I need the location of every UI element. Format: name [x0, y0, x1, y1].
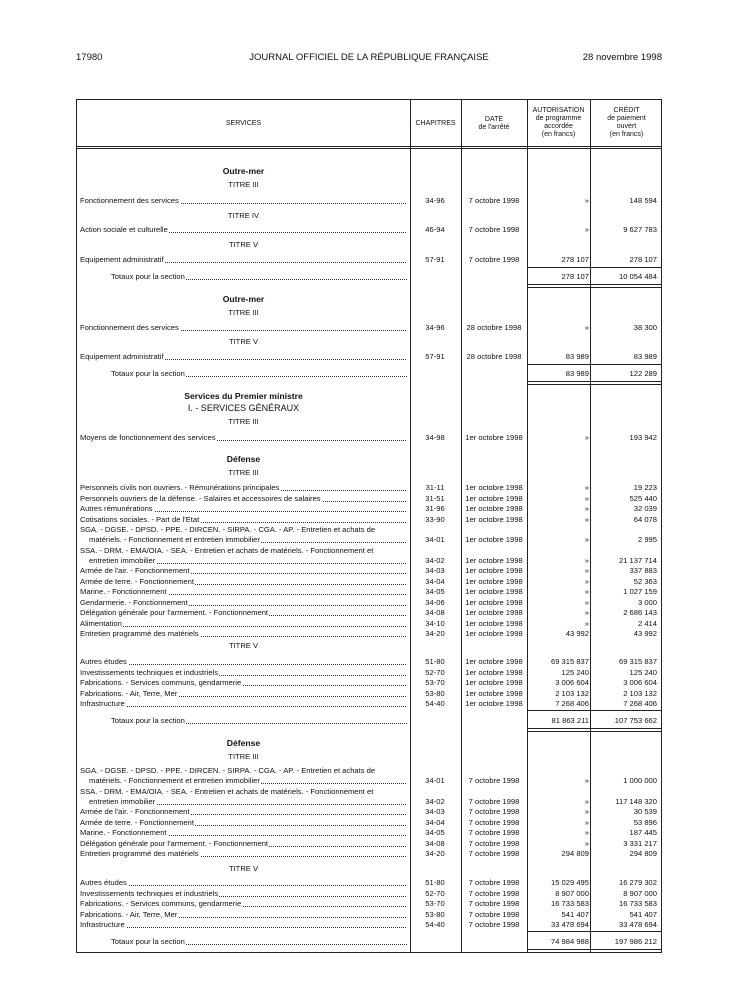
table-row	[77, 577, 663, 587]
row-date: 1er octobre 1998	[465, 629, 523, 638]
row-date: 7 octobre 1998	[468, 849, 520, 858]
table-row	[77, 323, 663, 333]
row-chapitre: 34-03	[425, 566, 445, 575]
row-label-first-line: SGA. - DGSE. - DPSD. - PPE. - DIRCEN. - SIRPA. - CGA. - AP. - Entretien et achats de	[80, 766, 376, 775]
table-row	[77, 515, 663, 525]
row-credit: 16 733 583	[618, 899, 657, 908]
row-date: 7 octobre 1998	[468, 817, 520, 827]
row-date: 1er octobre 1998	[465, 699, 523, 708]
row-label: Autres études	[80, 878, 406, 888]
row-date: 1er octobre 1998	[465, 493, 523, 503]
row-autorisation: »	[584, 433, 589, 442]
row-date: 1er octobre 1998	[465, 514, 523, 524]
row-autorisation: »	[584, 555, 589, 565]
titre-heading: TITRE III	[228, 417, 259, 426]
section-title: Outre-mer	[222, 166, 265, 176]
row-date: 7 octobre 1998	[468, 838, 520, 848]
total-rule	[528, 710, 662, 711]
row-chapitre: 53-70	[425, 899, 445, 908]
row-chapitre: 34-05	[425, 828, 445, 837]
row-credit: 2 686 143	[623, 608, 657, 617]
table-row	[77, 619, 663, 629]
row-autorisation: 294 809	[561, 849, 589, 858]
row-autorisation: 278 107	[561, 255, 589, 264]
row-autorisation: »	[584, 493, 589, 503]
table-row	[77, 839, 663, 849]
row-autorisation: »	[584, 597, 589, 607]
table-row	[77, 920, 663, 930]
total-double-rule	[528, 381, 662, 385]
table-row	[77, 352, 663, 362]
section-title: Services du Premier ministre	[184, 391, 303, 401]
row-credit: 64 078	[633, 514, 657, 524]
total-credit: 10 054 484	[618, 272, 657, 281]
total-credit: 197 986 212	[614, 937, 657, 946]
row-date: 7 octobre 1998	[468, 909, 520, 919]
row-label: Equipement administratif	[80, 255, 406, 265]
row-label: Alimentation	[80, 619, 406, 629]
total-double-rule	[528, 728, 662, 732]
section-total-row	[77, 937, 663, 947]
row-date: 28 octobre 1998	[466, 323, 522, 332]
header-divider	[77, 148, 661, 149]
row-label: Autres rémunérations	[80, 504, 406, 514]
row-chapitre: 34-98	[425, 433, 445, 442]
row-label: entretien immobilier	[89, 797, 406, 807]
row-autorisation: 2 103 132	[555, 688, 589, 698]
table-row	[77, 225, 663, 235]
table-row	[77, 776, 663, 786]
row-credit: 125 240	[629, 667, 657, 677]
row-label: Autres études	[80, 657, 406, 667]
row-chapitre: 34-01	[425, 776, 445, 785]
row-label: Investissements techniques et industriels	[80, 889, 406, 899]
total-label: Totaux pour la section	[111, 716, 407, 726]
row-chapitre: 53-70	[425, 678, 445, 687]
row-credit: 278 107	[629, 255, 657, 264]
row-credit: 30 539	[633, 807, 657, 816]
section-subtitle: I. - SERVICES GÉNÉRAUX	[187, 403, 300, 413]
row-credit: 38 300	[633, 323, 657, 332]
row-autorisation: 43 992	[565, 629, 589, 638]
table-row	[77, 657, 663, 667]
table-row	[77, 433, 663, 443]
row-date: 7 octobre 1998	[468, 255, 520, 264]
row-credit: 19 223	[633, 483, 657, 492]
row-date: 1er octobre 1998	[465, 657, 523, 666]
total-autorisation: 81 863 211	[551, 716, 589, 725]
table-row	[77, 196, 663, 206]
row-chapitre: 53-80	[425, 688, 445, 698]
total-label: Totaux pour la section	[111, 937, 407, 947]
row-chapitre: 52-70	[425, 888, 445, 898]
titre-heading: TITRE V	[228, 864, 259, 873]
row-label: Entretien programmé des matériels	[80, 629, 406, 639]
row-date: 7 octobre 1998	[468, 796, 520, 806]
section-total-row	[77, 716, 663, 726]
total-double-rule	[528, 949, 662, 953]
col-header-date-line: DATE	[484, 116, 504, 123]
row-autorisation: »	[584, 608, 589, 617]
row-chapitre: 57-91	[425, 255, 445, 264]
titre-heading: TITRE III	[228, 180, 259, 189]
row-label: Armée de l'air. - Fonctionnement	[80, 566, 406, 576]
row-date: 1er octobre 1998	[465, 555, 523, 565]
row-label: Armée de terre. - Fonctionnement	[80, 577, 406, 587]
row-chapitre: 34-08	[425, 608, 445, 617]
row-credit: 52 363	[633, 576, 657, 586]
row-credit: 2 414	[637, 618, 657, 628]
row-chapitre: 31-51	[425, 493, 445, 503]
row-credit: 16 279 302	[618, 878, 657, 887]
row-label: Fabrications. - Air, Terre, Mer	[80, 910, 406, 920]
table-row	[77, 587, 663, 597]
row-autorisation: 3 006 604	[555, 678, 589, 687]
row-chapitre: 34-06	[425, 597, 445, 607]
row-label: Délégation générale pour l'armement. - Fonctionnement	[80, 608, 406, 618]
row-label: matériels. - Fonctionnement et entretien immobilier	[89, 535, 406, 545]
row-autorisation: 8 907 000	[555, 888, 589, 898]
row-autorisation: 7 268 406	[555, 699, 589, 708]
row-chapitre: 52-70	[425, 667, 445, 677]
row-autorisation: 15 029 495	[550, 878, 589, 887]
table-row	[77, 849, 663, 859]
row-chapitre: 54-40	[425, 699, 445, 708]
row-label: Fabrications. - Services communs, gendarmerie	[80, 678, 406, 688]
row-label: Marine. - Fonctionnement	[80, 828, 406, 838]
row-date: 7 octobre 1998	[468, 920, 520, 929]
row-label: Action sociale et culturelle	[80, 225, 406, 235]
section-title: Outre-mer	[222, 294, 265, 304]
col-header-date	[461, 116, 527, 132]
row-autorisation: 83 989	[565, 352, 589, 361]
col-header-credit	[590, 107, 663, 139]
row-label: entretien immobilier	[89, 556, 406, 566]
row-autorisation: »	[584, 323, 589, 332]
row-credit: 8 907 000	[623, 888, 657, 898]
row-credit: 1 027 159	[623, 587, 657, 596]
row-credit: 33 478 694	[618, 920, 657, 929]
journal-title: JOURNAL OFFICIEL DE LA RÉPUBLIQUE FRANÇAISE	[249, 52, 489, 63]
table-row	[77, 535, 663, 545]
row-credit: 69 315 837	[618, 657, 657, 666]
total-label: Totaux pour la section	[111, 369, 407, 379]
row-autorisation: 69 315 837	[550, 657, 589, 666]
total-rule	[528, 931, 662, 932]
row-label: Investissements techniques et industriels	[80, 668, 406, 678]
row-date: 7 octobre 1998	[468, 196, 520, 205]
row-autorisation: »	[584, 196, 589, 205]
row-autorisation: »	[584, 587, 589, 596]
row-chapitre: 34-20	[425, 849, 445, 858]
row-date: 28 octobre 1998	[466, 352, 522, 361]
row-credit: 193 942	[629, 433, 657, 442]
row-date: 1er octobre 1998	[465, 483, 523, 492]
row-autorisation: 16 733 583	[550, 899, 589, 908]
row-date: 1er octobre 1998	[465, 608, 523, 617]
row-label: matériels. - Fonctionnement et entretien immobilier	[89, 776, 406, 786]
table-row	[77, 598, 663, 608]
row-autorisation: 33 478 694	[550, 920, 589, 929]
row-credit: 525 440	[629, 493, 657, 503]
table-row	[77, 807, 663, 817]
row-chapitre: 57-91	[425, 352, 445, 361]
row-label-first-line: SGA. - DGSE. - DPSD. - PPE. - DIRCEN. - SIRPA. - CGA. - AP. - Entretien et achats de	[80, 525, 376, 534]
page-number: 17980	[76, 52, 103, 63]
col-header-cp-line: de paiement	[607, 115, 646, 122]
row-date: 1er octobre 1998	[465, 618, 523, 628]
col-header-date-line: de l'arrêté	[478, 124, 510, 131]
row-credit: 9 627 783	[623, 225, 657, 234]
row-date: 7 octobre 1998	[468, 888, 520, 898]
row-chapitre: 33-90	[425, 514, 445, 524]
row-credit: 2 995	[637, 535, 657, 544]
row-date: 1er octobre 1998	[465, 576, 523, 586]
total-autorisation: 83 989	[565, 369, 589, 378]
table-row	[77, 629, 663, 639]
row-date: 7 octobre 1998	[468, 776, 520, 785]
row-chapitre: 31-11	[425, 483, 445, 492]
row-credit: 7 268 406	[623, 699, 657, 708]
row-label: Délégation générale pour l'armement. - Fonctionnement	[80, 839, 406, 849]
row-autorisation: »	[584, 576, 589, 586]
row-credit: 53 896	[633, 817, 657, 827]
total-rule	[528, 267, 662, 268]
row-date: 7 octobre 1998	[468, 225, 520, 234]
row-credit: 187 445	[629, 828, 657, 837]
col-header-ap-line: de programme	[535, 115, 582, 122]
row-label-first-line: SSA. - DRM. - EMA/OIA. - SEA. - Entretien et achats de matériels. - Fonctionnement et	[80, 545, 374, 555]
table-row	[77, 878, 663, 888]
row-label: Personnels ouvriers de la défense. - Salaires et accessoires de salaires	[80, 494, 406, 504]
row-date: 1er octobre 1998	[465, 587, 523, 596]
titre-heading: TITRE V	[228, 337, 259, 346]
row-credit: 3 331 217	[623, 838, 657, 848]
row-label: Personnels civils non ouvriers. - Rémunérations principales	[80, 483, 406, 493]
row-autorisation: »	[584, 483, 589, 492]
row-date: 7 octobre 1998	[468, 807, 520, 816]
table-row	[77, 699, 663, 709]
table-row	[77, 566, 663, 576]
titre-heading: TITRE IV	[227, 211, 260, 220]
section-title: Défense	[226, 454, 261, 464]
row-label: Armée de terre. - Fonctionnement	[80, 818, 406, 828]
total-autorisation: 278 107	[561, 272, 589, 281]
table-row	[77, 678, 663, 688]
row-autorisation: »	[584, 535, 589, 544]
row-date: 1er octobre 1998	[465, 688, 523, 698]
row-autorisation: 541 407	[561, 909, 589, 919]
section-title: Défense	[226, 738, 261, 748]
col-header-ap-line: (en francs)	[541, 131, 576, 138]
section-total-row	[77, 272, 663, 282]
page-date: 28 novembre 1998	[582, 52, 662, 63]
col-header-ap-line: accordée	[544, 123, 573, 130]
row-chapitre: 34-04	[425, 817, 445, 827]
col-header-cp-line: CRÉDIT	[613, 107, 640, 114]
row-credit: 541 407	[629, 909, 657, 919]
table-row	[77, 899, 663, 909]
row-autorisation: »	[584, 817, 589, 827]
row-chapitre: 51-80	[425, 878, 445, 887]
row-credit: 148 594	[629, 196, 657, 205]
row-date: 1er octobre 1998	[465, 535, 523, 544]
table-row	[77, 818, 663, 828]
row-chapitre: 34-02	[425, 555, 445, 565]
row-label: Fonctionnement des services	[80, 323, 406, 333]
row-autorisation: »	[584, 807, 589, 816]
row-label-first-line: SSA. - DRM. - EMA/OIA. - SEA. - Entretien et achats de matériels. - Fonctionnement et	[80, 786, 374, 796]
row-chapitre: 34-01	[425, 535, 445, 544]
table-row	[77, 910, 663, 920]
table-row	[77, 889, 663, 899]
row-chapitre: 34-04	[425, 576, 445, 586]
row-autorisation: »	[584, 514, 589, 524]
row-date: 7 octobre 1998	[468, 899, 520, 908]
row-credit: 32 039	[633, 504, 657, 513]
row-credit: 3 006 604	[623, 678, 657, 687]
row-credit: 3 000	[637, 597, 657, 607]
row-credit: 294 809	[629, 849, 657, 858]
col-header-autorisation	[527, 107, 590, 139]
row-autorisation: »	[584, 838, 589, 848]
row-label: Entretien programmé des matériels	[80, 849, 406, 859]
total-credit: 107 753 662	[614, 716, 657, 725]
table-row	[77, 797, 663, 807]
row-autorisation: »	[584, 225, 589, 234]
table-row	[77, 494, 663, 504]
total-label: Totaux pour la section	[111, 272, 407, 282]
row-chapitre: 46-94	[425, 225, 445, 234]
row-chapitre: 34-05	[425, 587, 445, 596]
row-autorisation: »	[584, 796, 589, 806]
row-label: Equipement administratif	[80, 352, 406, 362]
row-credit: 43 992	[633, 629, 657, 638]
row-chapitre: 34-02	[425, 796, 445, 806]
titre-heading: TITRE III	[228, 752, 259, 761]
table-row	[77, 668, 663, 678]
row-autorisation: »	[584, 828, 589, 837]
row-chapitre: 34-96	[425, 196, 445, 205]
titre-heading: TITRE III	[228, 468, 259, 477]
titre-heading: TITRE V	[228, 641, 259, 650]
row-credit: 117 148 320	[615, 796, 657, 806]
row-credit: 2 103 132	[623, 688, 657, 698]
row-chapitre: 34-03	[425, 807, 445, 816]
titre-heading: TITRE III	[228, 308, 259, 317]
total-double-rule	[528, 284, 662, 288]
row-chapitre: 34-20	[425, 629, 445, 638]
col-header-services: SERVICES	[225, 120, 262, 127]
header-divider	[77, 146, 661, 147]
table-row	[77, 828, 663, 838]
row-date: 7 octobre 1998	[468, 878, 520, 887]
table-row	[77, 608, 663, 618]
row-chapitre: 34-08	[425, 838, 445, 848]
row-chapitre: 34-96	[425, 323, 445, 332]
total-credit: 122 289	[629, 369, 657, 378]
row-label: Fabrications. - Air, Terre, Mer	[80, 689, 406, 699]
row-label: Armée de l'air. - Fonctionnement	[80, 807, 406, 817]
row-date: 1er octobre 1998	[465, 667, 523, 677]
row-autorisation: »	[584, 618, 589, 628]
row-chapitre: 54-40	[425, 920, 445, 929]
total-rule	[528, 364, 662, 365]
row-label: Gendarmerie. - Fonctionnement	[80, 598, 406, 608]
row-date: 1er octobre 1998	[465, 433, 523, 442]
table-row	[77, 483, 663, 493]
col-header-ap-line: AUTORISATION	[532, 107, 585, 114]
row-autorisation: »	[584, 776, 589, 785]
row-autorisation: 125 240	[561, 667, 589, 677]
table-row	[77, 556, 663, 566]
row-date: 1er octobre 1998	[465, 566, 523, 575]
col-header-cp-line: ouvert	[616, 123, 637, 130]
row-chapitre: 34-10	[425, 618, 445, 628]
col-header-cp-line: (en francs)	[609, 131, 644, 138]
row-date: 1er octobre 1998	[465, 504, 523, 513]
row-label: Infrastructure	[80, 920, 406, 930]
titre-heading: TITRE V	[228, 240, 259, 249]
row-date: 7 octobre 1998	[468, 828, 520, 837]
row-label: Fabrications. - Services communs, gendarmerie	[80, 899, 406, 909]
row-label: Fonctionnement des services	[80, 196, 406, 206]
col-header-chapitres: CHAPITRES	[415, 120, 456, 127]
row-label: Infrastructure	[80, 699, 406, 709]
appropriations-table	[76, 99, 662, 953]
row-credit: 83 989	[633, 352, 657, 361]
row-credit: 1 000 000	[623, 776, 657, 785]
row-label: Cotisations sociales. - Part de l'Etat	[80, 515, 406, 525]
table-row	[77, 255, 663, 265]
table-row	[77, 504, 663, 514]
row-autorisation: »	[584, 566, 589, 575]
row-chapitre: 53-80	[425, 909, 445, 919]
row-chapitre: 31-96	[425, 504, 445, 513]
row-date: 1er octobre 1998	[465, 597, 523, 607]
row-chapitre: 51-80	[425, 657, 445, 666]
row-credit: 337 883	[629, 566, 657, 575]
row-label: Marine. - Fonctionnement	[80, 587, 406, 597]
row-autorisation: »	[584, 504, 589, 513]
total-autorisation: 74 984 988	[550, 937, 589, 946]
row-label: Moyens de fonctionnement des services	[80, 433, 406, 443]
row-credit: 21 137 714	[618, 555, 657, 565]
row-date: 1er octobre 1998	[465, 678, 523, 687]
section-total-row	[77, 369, 663, 379]
table-row	[77, 689, 663, 699]
